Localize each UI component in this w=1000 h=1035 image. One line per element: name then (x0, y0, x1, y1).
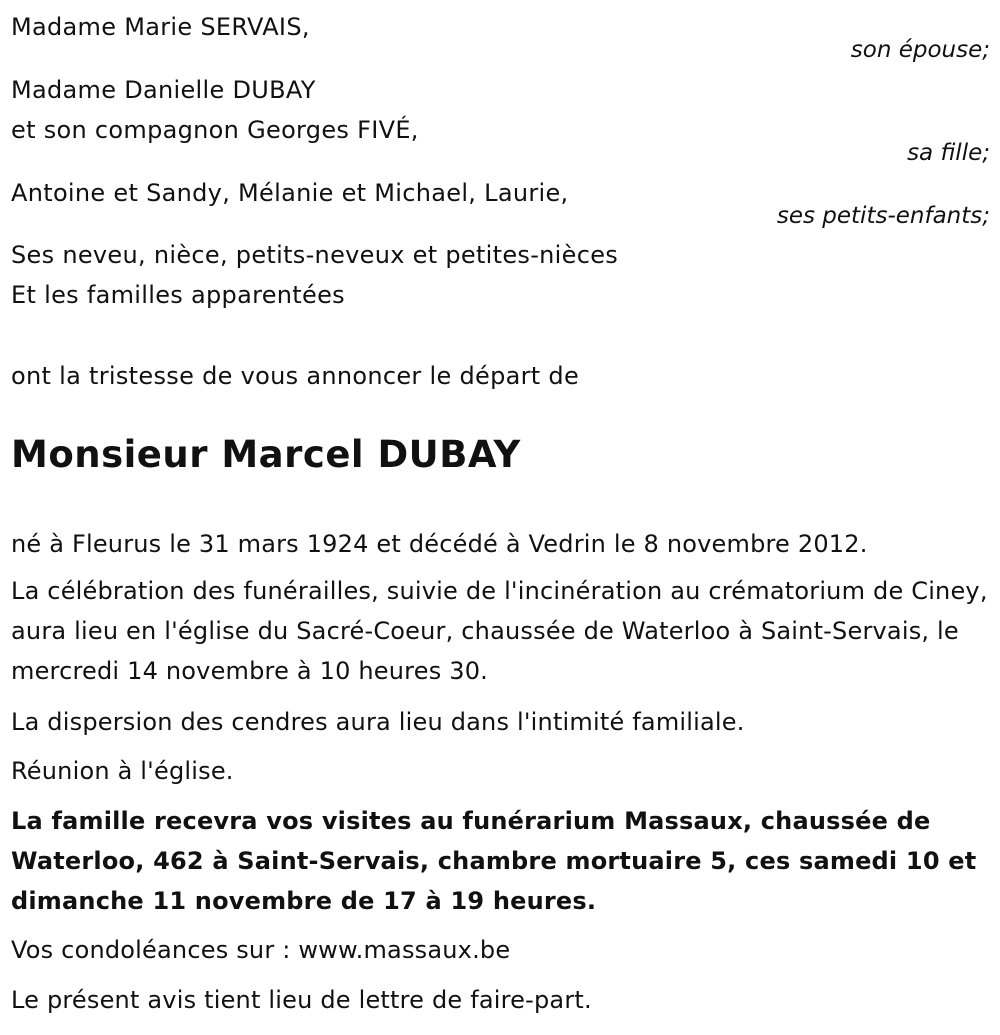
announcement-text: ont la tristesse de vous annoncer le départ de (11, 362, 580, 390)
relation-grandchildren: ses petits-enfants; (776, 203, 990, 229)
relation-spouse: son épouse; (850, 37, 990, 63)
meeting-paragraph: Réunion à l'église. (11, 757, 234, 785)
family-member-nephews-nieces: Ses neveu, nièce, petits-neveux et petites-nièces (11, 241, 619, 269)
family-member-spouse: Madame Marie SERVAIS, (11, 13, 310, 41)
funeral-paragraph: La célébration des funérailles, suivie de l'incinération au crématorium de Ciney, aura lieu en l'église du Sacré-Coeur, chaussée de Waterloo à Saint-Servais, le mercredi 14 novembre à 10 heures 30. (11, 577, 988, 685)
visits-paragraph: La famille recevra vos visites au funérarium Massaux, chaussée de Waterloo, 462 à Saint-Servais, chambre mortuaire 5, ces samedi 10 et dimanche 11 novembre de 17 à 19 heures. (11, 807, 977, 915)
condolences-paragraph: Vos condoléances sur : www.massaux.be (11, 936, 511, 964)
relation-daughter: sa fille; (907, 140, 990, 166)
family-member-related-families: Et les familles apparentées (11, 281, 345, 309)
family-member-daughter-partner: et son compagnon Georges FIVÉ, (11, 116, 419, 144)
notice-paragraph: Le présent avis tient lieu de lettre de faire-part. (11, 986, 592, 1014)
birth-death-paragraph: né à Fleurus le 31 mars 1924 et décédé à Vedrin le 8 novembre 2012. (11, 530, 868, 558)
ashes-paragraph: La dispersion des cendres aura lieu dans l'intimité familiale. (11, 708, 745, 736)
family-member-grandchildren: Antoine et Sandy, Mélanie et Michael, Laurie, (11, 179, 569, 207)
family-member-daughter: Madame Danielle DUBAY (11, 76, 316, 104)
deceased-name: Monsieur Marcel DUBAY (11, 433, 521, 476)
